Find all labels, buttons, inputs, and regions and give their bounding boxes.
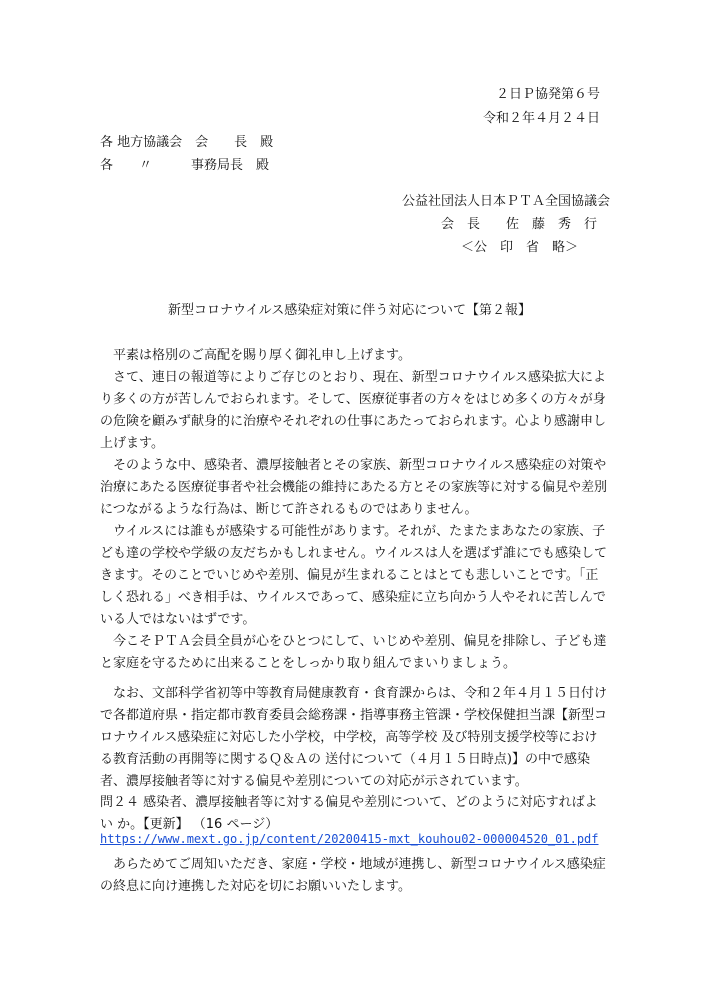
question-text: 問２４ 感染者、濃厚接触者等に対する偏見や差別について、どのように対応すればよい か。【更新】 — [100, 795, 598, 832]
body-paragraph-1: 平素は格別のご高配を賜り厚く御礼申し上げます。 — [113, 348, 411, 363]
document-date: 令和２年４月２４日 — [482, 111, 600, 126]
body-paragraph-4: ウイルスには誰もが感染する可能性があります。それが、たまたまあなたの家族、子ども達の学校や学級の友だちかもしれません。ウイルスは人を選ばず誰にでも感染してきます。そのことでいじめや差別、偏見が生まれることはとても悲しいことです。「正しく恐れる」べき相手は、ウイルスであって、感染症に立ち向かう人やそれに苦しんでいる人ではないはずです。 — [100, 524, 608, 627]
question-reference — [100, 792, 610, 836]
sender-president: 会 長 佐 藤 秀 行 — [440, 217, 597, 232]
document-number: ２日Ｐ協発第６号 — [495, 87, 600, 102]
body-main — [100, 345, 610, 675]
closing-section — [100, 854, 610, 898]
body-paragraph-3: そのような中、感染者、濃厚接触者とその家族、新型コロナウイルス感染症の対策や治療にあたる医療従事者や社会機能の維持にあたる方とその家族等に対する偏見や差別につながるような行為は、断じて許されるものではありません。 — [100, 458, 608, 517]
document-title: 新型コロナウイルス感染症対策に伴う対応について【第２報】 — [168, 303, 531, 318]
closing-paragraph: あらためてご周知いただき、家庭・学校・地域が連携し、新型コロナウイルス感染症の終息に向け連携した対応を切にお願いいたします。 — [100, 857, 606, 894]
sender-organization: 公益社団法人日本ＰＴＡ全国協議会 — [401, 194, 610, 209]
recipient-line-1: 各 地方協議会 会 長 殿 — [100, 135, 274, 150]
body-notice — [100, 683, 610, 793]
recipient-line-2: 各 〃 事務局長 殿 — [100, 158, 270, 173]
seal-omitted: ＜公 印 省 略＞ — [460, 240, 578, 255]
mext-pdf-link[interactable]: https://www.mext.go.jp/content/20200415-mxt_kouhou02-000004520_01.pdf — [100, 832, 599, 846]
question-page: （16 ページ） — [192, 817, 279, 832]
body-paragraph-2: さて、連日の報道等によりご存じのとおり、現在、新型コロナウイルス感染拡大により多くの方が苦しんでおられます。そして、医療従事者の方々をはじめ多くの方々が身の危険を顧みず献身的に治療やそれぞれの仕事にあたっておられます。心より感謝申し上げます。 — [100, 370, 606, 451]
body-paragraph-6: なお、文部科学省初等中等教育局健康教育・食育課からは、令和２年４月１５日付けで各都道府県・指定都市教育委員会総務課・指導事務主管課・学校保健担当課【新型コロナウイルス感染症に対応した小学校，中学校，高等学校 及び特別支援学校等における教育活動の再開等に関するＱ＆Ａの 送付について（４月１５日時点)】の中で感染者、濃厚接触者等に対する偏見や差別についての対応が示されています。 — [100, 686, 608, 789]
body-paragraph-5: 今こそＰＴＡ会員全員が心をひとつにして、いじめや差別、偏見を排除し、子ども達と家庭を守るために出来ることをしっかり取り組んでまいりましょう。 — [100, 634, 607, 671]
